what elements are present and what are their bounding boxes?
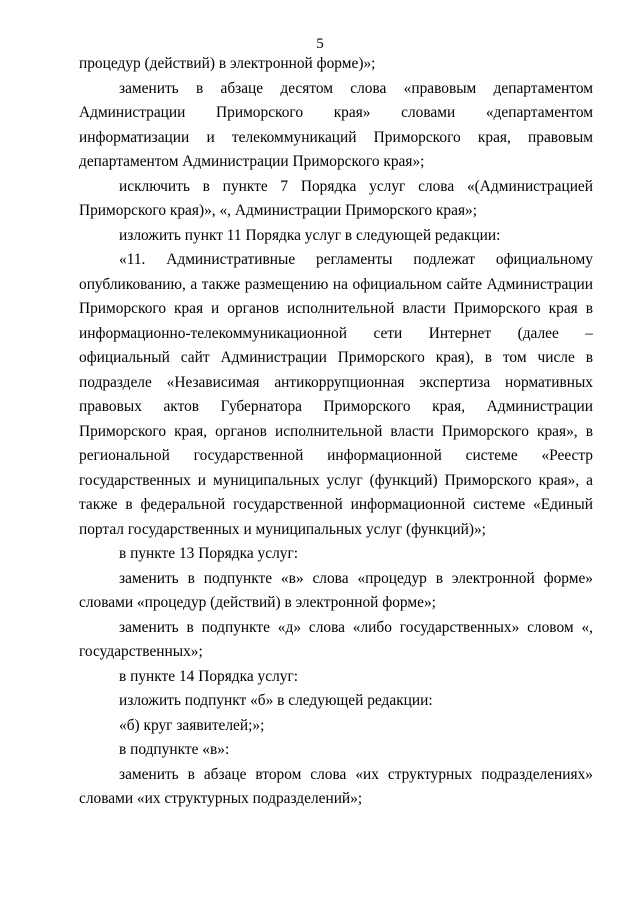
paragraph-subpoint-v-replace: заменить в абзаце втором слова «их структурных подразделениях» словами «их структурных подразделений»; bbox=[79, 765, 593, 807]
paragraph-replace-legal-department: заменить в абзаце десятом слова «правовым департаментом Администрации Приморского края» словами «департаментом информатизации и телекоммуникаций Приморского края, правовым департаментом Администрации Приморского края»; bbox=[79, 79, 593, 170]
paragraph-exclude-point-7: исключить в пункте 7 Порядка услуг слова «(Администрацией Приморского края)», «, Администрации Приморского края»; bbox=[79, 177, 593, 219]
paragraph-point-11-intro: изложить пункт 11 Порядка услуг в следующей редакции: bbox=[119, 226, 501, 244]
paragraph-point-13-subpoint-v: заменить в подпункте «в» слова «процедур в электронной форме» словами «процедур (действий) в электронной форме»; bbox=[79, 569, 593, 611]
paragraph-point-14-intro: в пункте 14 Порядка услуг: bbox=[119, 667, 299, 685]
paragraph-point-11-text: «11. Административные регламенты подлежат официальному опубликованию, а также размещению на официальном сайте Администрации Приморского края и органов исполнительной власти Приморского края в информационно-телекоммуникационной сети Интернет (далее – официальный сайт Администрации Приморского края), в том числе в подразделе «Независимая антикоррупционная экспертиза нормативных правовых актов Губернатора Приморского края, Администрации Приморского края, органов исполнительной власти Приморского края», в региональной государственной информационной системе «Реестр государственных и муниципальных услуг (функций) Приморского края», а также в федеральной государственной информационной системе «Единый портал государственных и муниципальных услуг (функций)»; bbox=[79, 251, 593, 538]
paragraph-subpoint-b-text: «б) круг заявителей;»; bbox=[119, 716, 265, 734]
paragraph-subpoint-b-intro: изложить подпункт «б» в следующей редакции: bbox=[119, 692, 433, 709]
paragraph-subpoint-v-intro: в подпункте «в»: bbox=[119, 741, 230, 758]
page-number: 5 bbox=[316, 36, 324, 52]
paragraph-point-13-subpoint-d: заменить в подпункте «д» слова «либо государственных» словом «, государственных»; bbox=[79, 618, 593, 660]
document-body bbox=[79, 52, 593, 812]
paragraph-continuation: процедур (действий) в электронной форме)»; bbox=[79, 55, 376, 72]
paragraph-point-13-intro: в пункте 13 Порядка услуг: bbox=[119, 545, 299, 562]
